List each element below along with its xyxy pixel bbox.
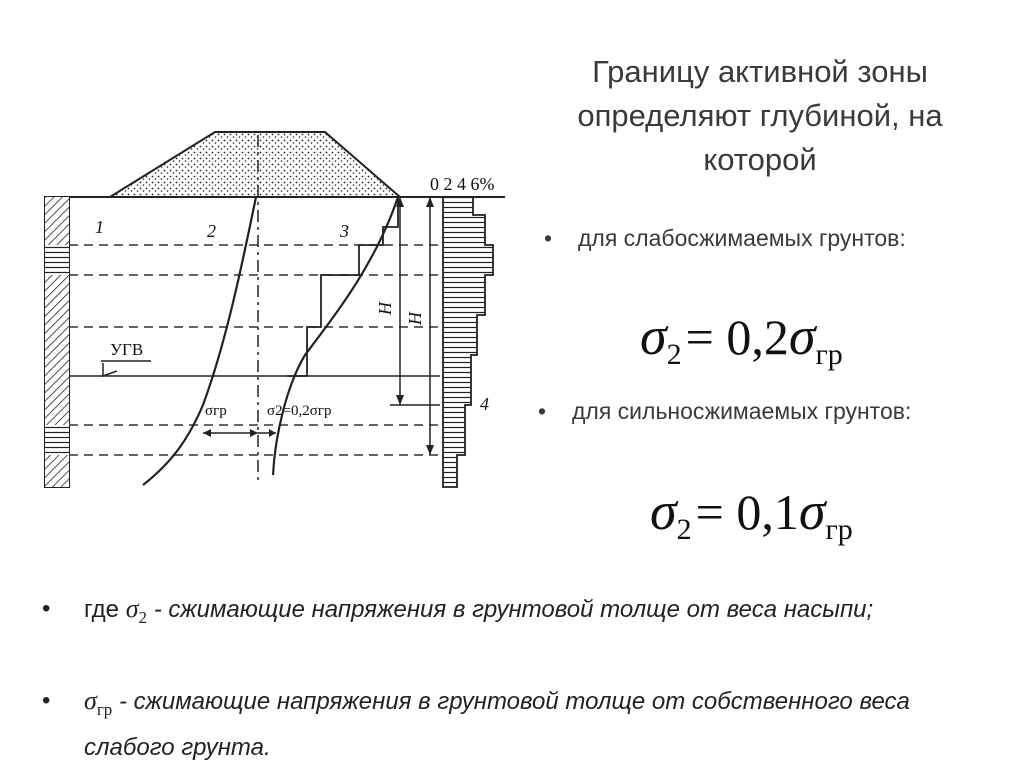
note-text: - сжимающие напряжения в грунтовой толще от веса насыпи;	[147, 596, 874, 623]
bullet-weak-soils	[544, 222, 908, 254]
bullet-text: для слабосжимаемых грунтов:	[578, 225, 906, 251]
note-text: - сжимающие напряжения в грунтовой толще от собственного веса слабого грунта.	[84, 688, 910, 761]
formula-sub2: гр	[825, 513, 853, 546]
sigma-gr-curve	[143, 197, 256, 485]
formula-sub2: гр	[815, 338, 843, 371]
bullet-text: для сильносжимаемых грунтов:	[572, 398, 912, 424]
formula-strong	[650, 480, 853, 547]
active-zone-diagram	[25, 115, 517, 495]
bullet-dot: •	[42, 687, 51, 714]
formula-sub: 2	[666, 338, 682, 371]
label-ugv: УГВ	[110, 340, 144, 359]
dimension-lines	[390, 197, 440, 455]
formula-sigma2: σ	[798, 481, 826, 541]
note-sigma: σ	[84, 686, 97, 715]
formula-weak	[640, 305, 843, 372]
sigma2-02-curve	[273, 197, 398, 475]
note-sub: 2	[138, 608, 148, 627]
note-sub: гр	[96, 700, 113, 719]
label-3: 3	[340, 221, 349, 241]
bullet-dot: •	[538, 398, 547, 424]
formula-sub: 2	[676, 513, 692, 546]
bullet-dot: •	[544, 225, 553, 251]
bullet-strong-soils	[538, 395, 912, 427]
scale-label: 0 2 4 6%	[430, 174, 495, 194]
borehole-column	[45, 197, 69, 487]
label-H: H	[375, 302, 395, 315]
note-sigma: σ	[125, 594, 139, 623]
label-1: 1	[95, 217, 104, 237]
formula-eq: = 0,2	[685, 309, 789, 365]
note-prefix: где	[84, 596, 126, 623]
moisture-histogram	[443, 197, 493, 487]
formula-sigma: σ	[650, 481, 677, 541]
label-H1: H	[405, 312, 425, 325]
embankment	[110, 132, 400, 197]
note-sigma2	[42, 590, 964, 637]
formula-sigma: σ	[640, 306, 667, 366]
ugv-marker	[103, 363, 117, 376]
label-sigma2: σ2=0,2σгр	[267, 403, 332, 419]
label-2: 2	[207, 221, 216, 241]
label-4: 4	[480, 394, 489, 414]
formula-sigma2: σ	[788, 306, 816, 366]
slide-title: Границу активной зоны определяют глубиной, на которой	[577, 54, 943, 177]
bullet-dot: •	[42, 595, 51, 622]
formula-eq: = 0,1	[695, 484, 799, 540]
note-sigma-gr	[42, 682, 964, 767]
label-sigma-gr: σгр	[205, 403, 227, 419]
